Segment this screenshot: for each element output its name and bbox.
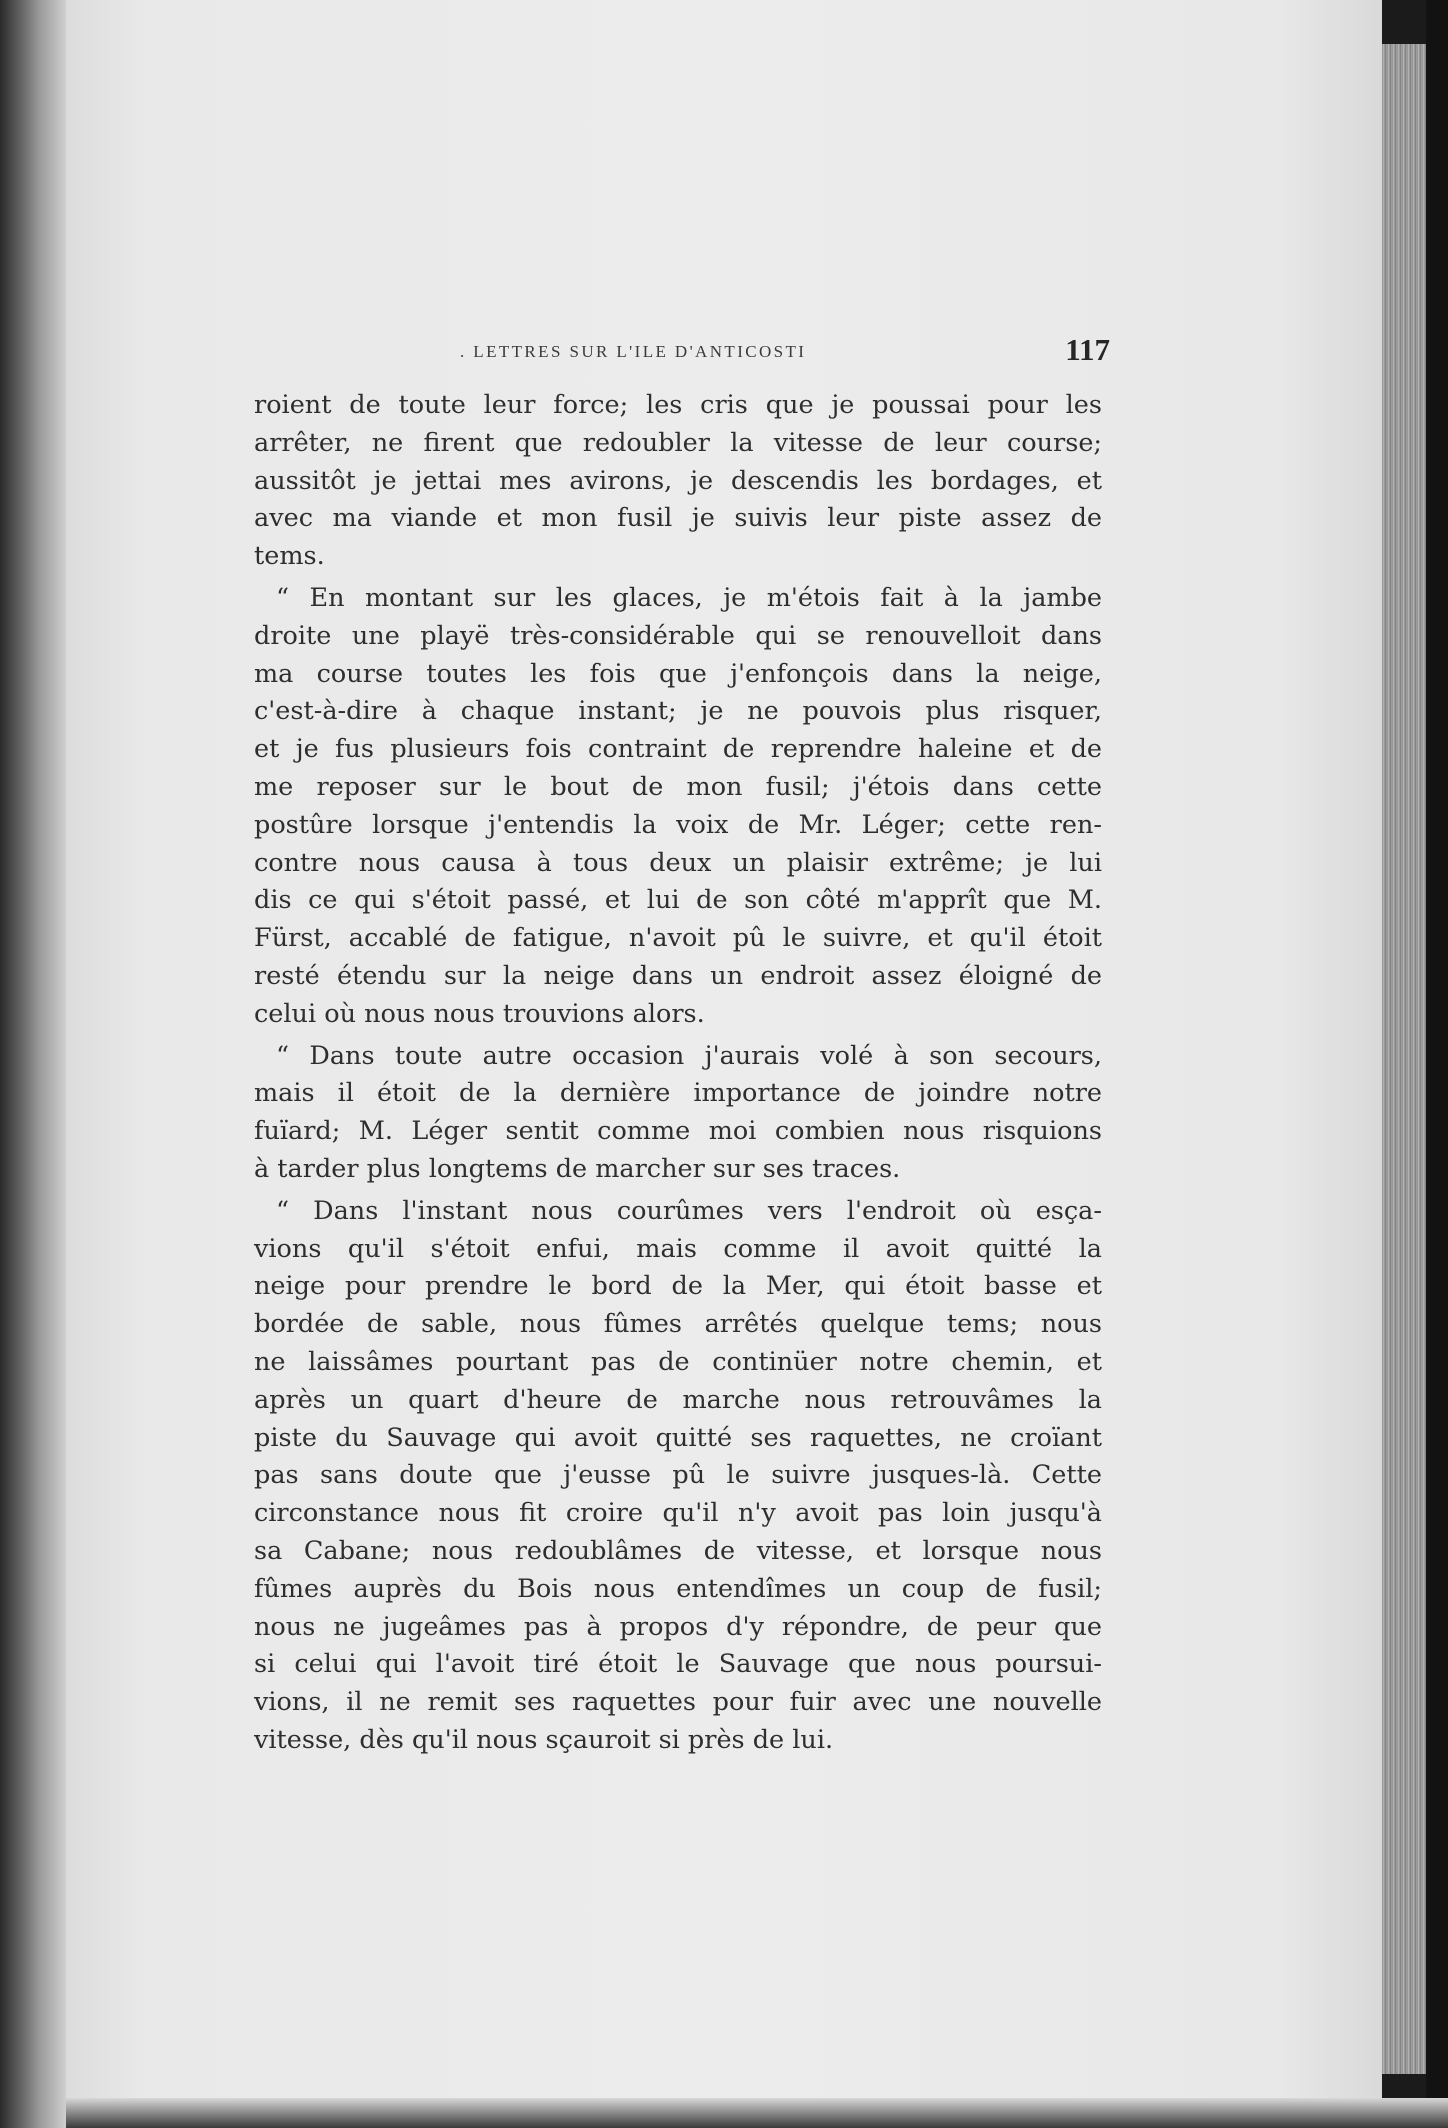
text-line: c'est-à-dire à chaque instant; je ne pouvois plus risquer, <box>254 696 1102 727</box>
text-line: sa Cabane; nous redoublâmes de vitesse, et lorsque nous <box>254 1535 1102 1566</box>
text-line: me reposer sur le bout de mon fusil; j'étois dans cette <box>254 771 1102 802</box>
text-line: après un quart d'heure de marche nous retrouvâmes la <box>254 1384 1102 1415</box>
text-line: vions qu'il s'étoit enfui, mais comme il avoit quitté la <box>254 1233 1102 1264</box>
text-line: dis ce qui s'étoit passé, et lui de son côté m'apprît que M. <box>254 885 1102 916</box>
paragraph <box>254 1193 1102 1760</box>
scan-border-right <box>1426 0 1448 2128</box>
text-line: droite une playë très-considérable qui se renouvelloit dans <box>254 620 1102 651</box>
text-line: neige pour prendre le bord de la Mer, qui étoit basse et <box>254 1271 1102 1302</box>
text-line: ne laissâmes pourtant pas de continüer notre chemin, et <box>254 1346 1102 1377</box>
text-line: fuïard; M. Léger sentit comme moi combien nous risquions <box>254 1116 1102 1147</box>
text-line: roient de toute leur force; les cris que je poussai pour les <box>254 390 1102 420</box>
text-line: piste du Sauvage qui avoit quitté ses raquettes, ne croïant <box>254 1422 1102 1453</box>
text-line: vions, il ne remit ses raquettes pour fuir avec une nouvelle <box>254 1687 1102 1718</box>
page-stack-edge <box>1382 44 1426 2074</box>
text-line: “ En montant sur les glaces, je m'étois fait à la jambe <box>276 582 1102 613</box>
text-line: à tarder plus longtems de marcher sur ses traces. <box>254 1153 901 1184</box>
text-line: contre nous causa à tous deux un plaisir extrême; je lui <box>254 847 1102 878</box>
book-left-edge <box>0 0 66 2128</box>
text-line: postûre lorsque j'entendis la voix de Mr. Léger; cette ren- <box>254 809 1102 840</box>
text-line: Fürst, accablé de fatigue, n'avoit pû le suivre, et qu'il étoit <box>254 923 1102 954</box>
text-line: bordée de sable, nous fûmes arrêtés quelque tems; nous <box>254 1309 1102 1340</box>
text-line: “ Dans toute autre occasion j'aurais volé à son secours, <box>276 1040 1102 1071</box>
running-header <box>460 332 1110 372</box>
text-line: vitesse, dès qu'il nous sçauroit si près de lui. <box>254 1724 834 1755</box>
text-line: resté étendu sur la neige dans un endroit assez éloigné de <box>254 960 1102 991</box>
text-line: ma course toutes les fois que j'enfonçois dans la neige, <box>254 658 1102 689</box>
body-text <box>254 387 1102 1760</box>
text-line: fûmes auprès du Bois nous entendîmes un coup de fusil; <box>254 1573 1102 1604</box>
page-number: 117 <box>1065 332 1110 367</box>
scan-border-bottom <box>66 2098 1448 2128</box>
text-line: “ Dans l'instant nous courûmes vers l'endroit où esça- <box>276 1195 1102 1226</box>
paragraph <box>254 1038 1102 1189</box>
text-line: aussitôt je jettai mes avirons, je descendis les bordages, et <box>254 465 1102 496</box>
text-line: mais il étoit de la dernière importance de joindre notre <box>254 1078 1102 1109</box>
text-line: circonstance nous fit croire qu'il n'y avoit pas loin jusqu'à <box>254 1498 1102 1529</box>
text-line: arrêter, ne firent que redoubler la vitesse de leur course; <box>254 427 1102 458</box>
running-title: . LETTRES SUR L'ILE D'ANTICOSTI <box>460 342 807 361</box>
text-line: si celui qui l'avoit tiré étoit le Sauvage que nous poursui- <box>254 1649 1102 1680</box>
text-line: et je fus plusieurs fois contraint de reprendre haleine et de <box>254 734 1102 765</box>
text-line: pas sans doute que j'eusse pû le suivre jusques-là. Cette <box>254 1460 1102 1491</box>
text-line: tems. <box>254 541 325 572</box>
paragraph <box>254 580 1102 1034</box>
text-line: nous ne jugeâmes pas à propos d'y répondre, de peur que <box>254 1611 1102 1642</box>
paragraph <box>254 387 1102 576</box>
text-line: avec ma viande et mon fusil je suivis leur piste assez de <box>254 503 1102 534</box>
text-line: celui où nous nous trouvions alors. <box>254 998 705 1029</box>
